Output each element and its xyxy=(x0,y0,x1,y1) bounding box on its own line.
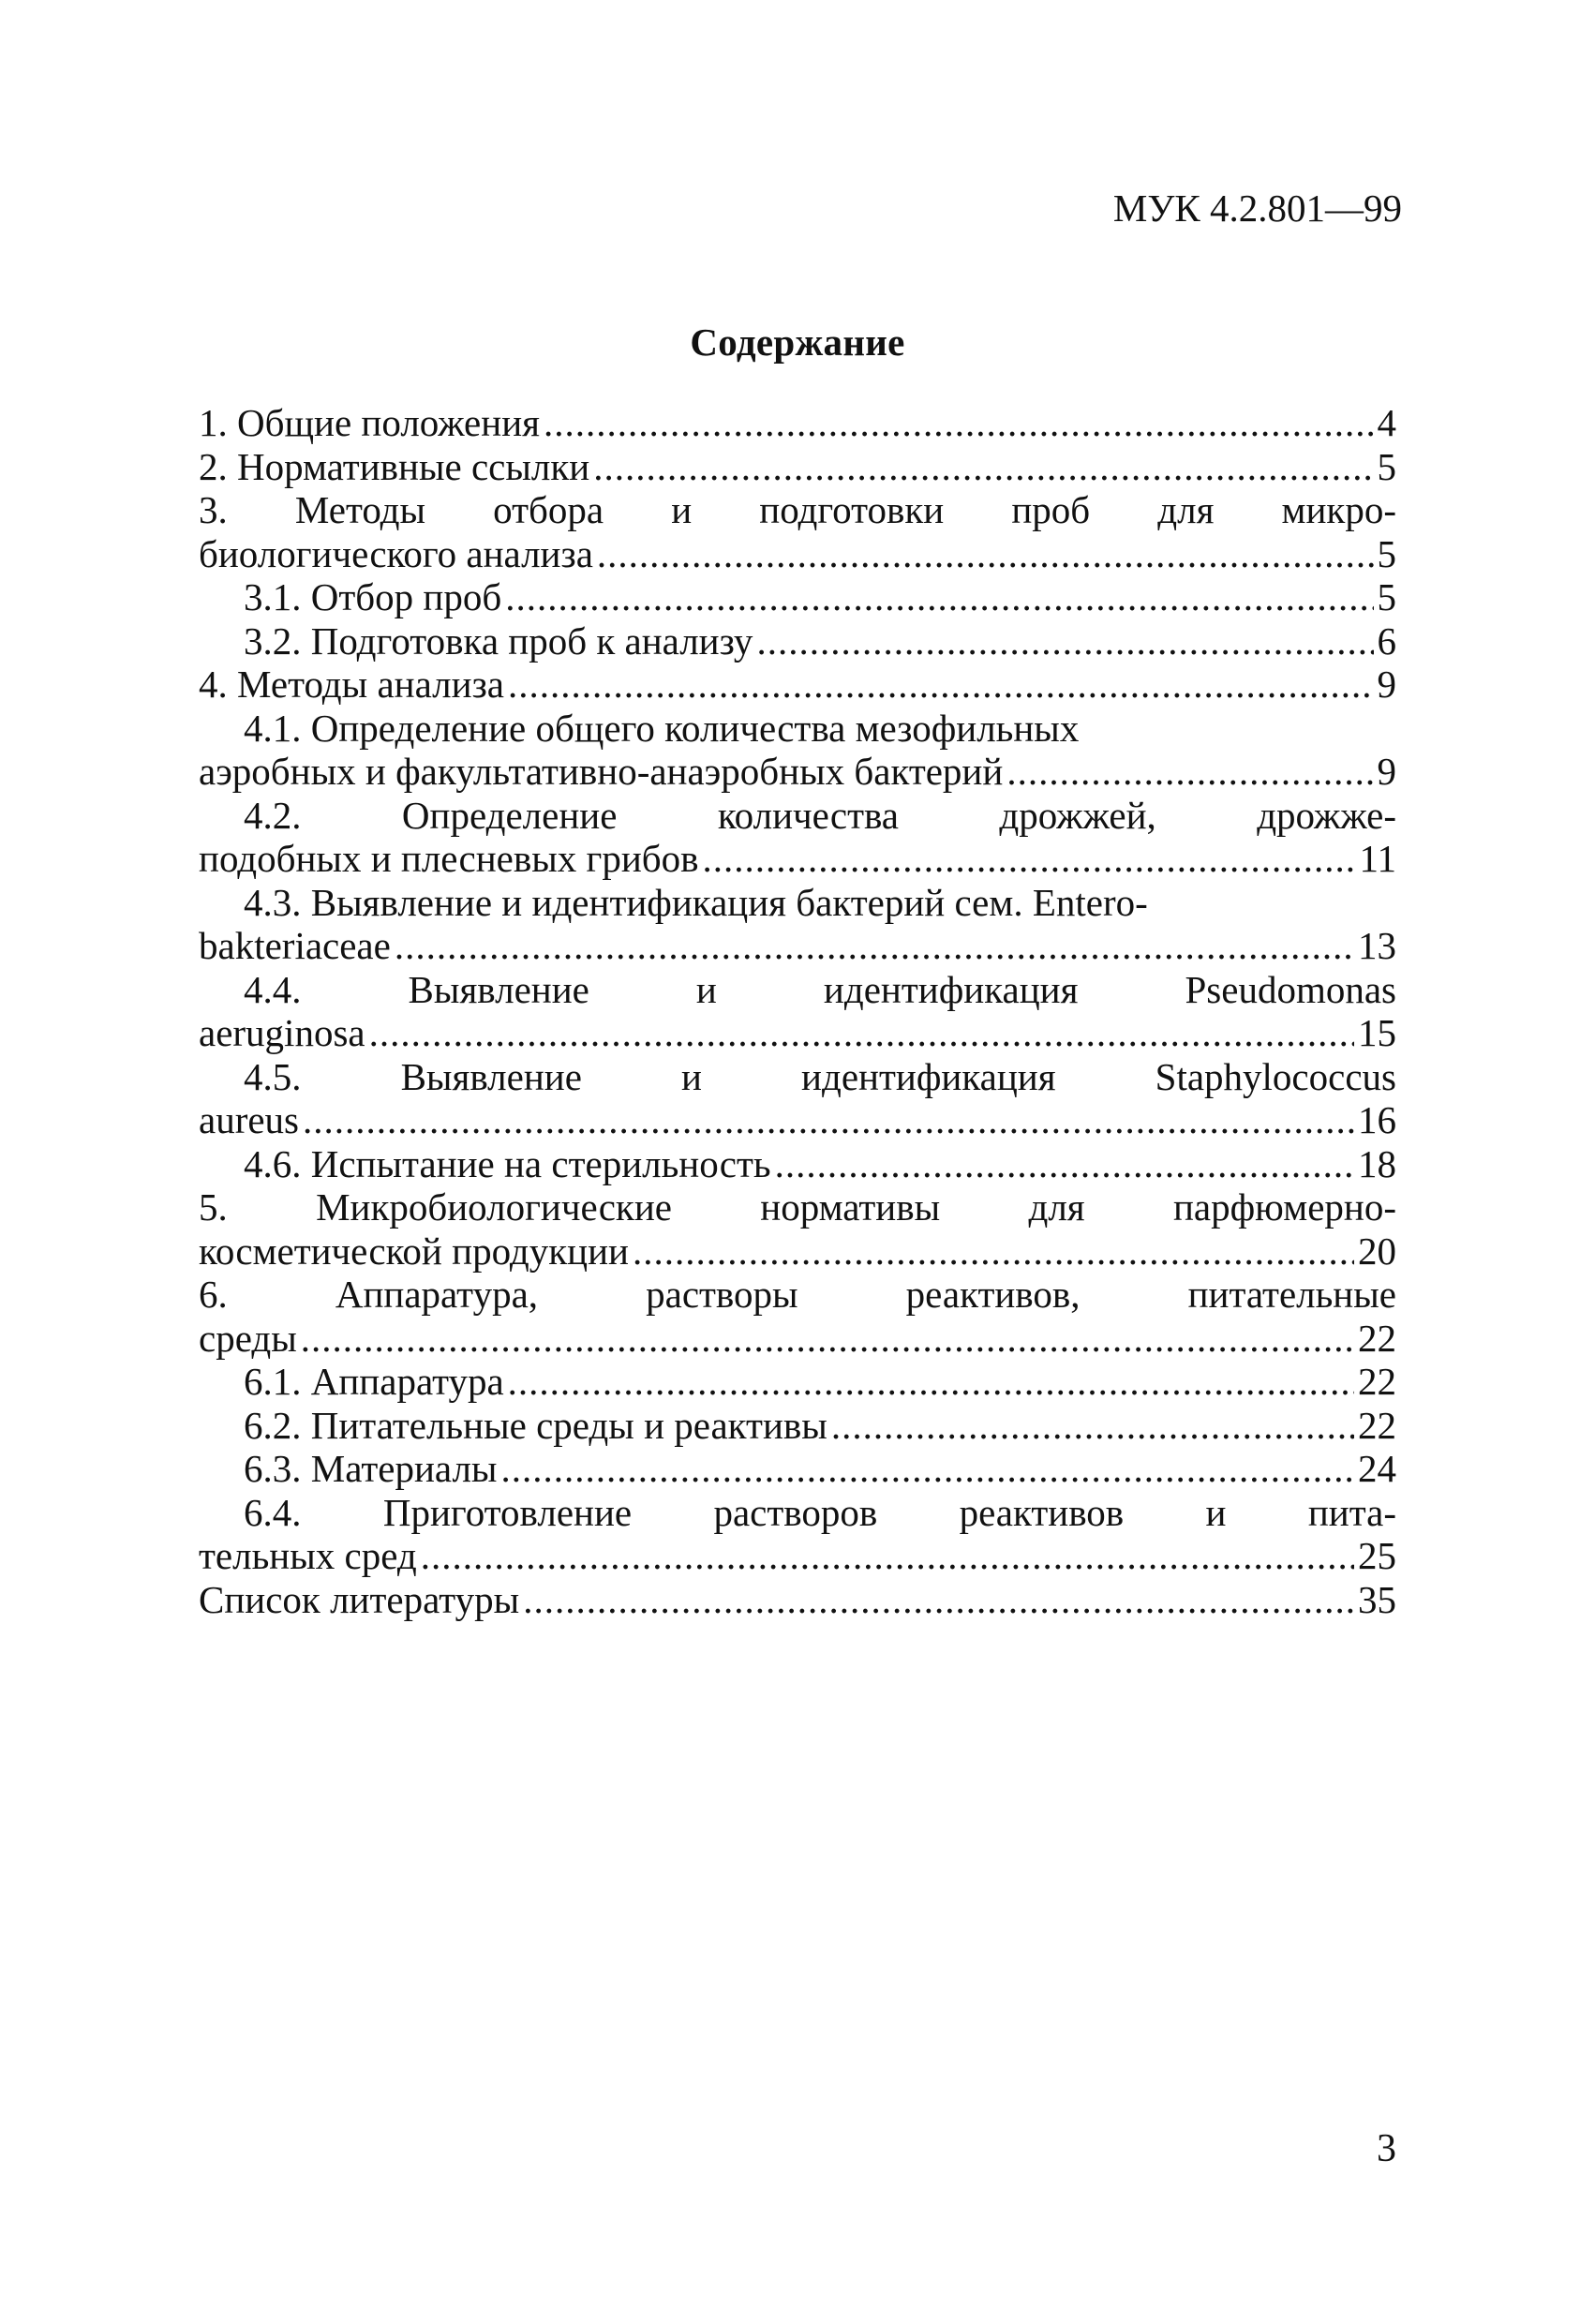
toc-entry-first-line[interactable] xyxy=(199,1185,1396,1229)
toc-entry-title: 3.1. Отбор проб xyxy=(244,575,502,618)
toc-entry-title-line1: 3. Методы отбора и подготовки проб для микро- xyxy=(199,488,1396,531)
toc-leader xyxy=(1006,750,1373,794)
toc-leader xyxy=(593,445,1373,489)
toc-entry-first-line[interactable] xyxy=(199,968,1396,1012)
toc-entry[interactable] xyxy=(199,1578,1396,1622)
toc-entry-page: 6 xyxy=(1377,618,1396,663)
toc-entry[interactable] xyxy=(199,1317,1396,1361)
page-number: 3 xyxy=(1377,2127,1396,2170)
toc-leader xyxy=(544,401,1374,445)
toc-entry-first-line[interactable] xyxy=(199,1491,1396,1535)
toc-entry-title: подобных и плесневых грибов xyxy=(199,837,699,880)
toc-entry-title: косметической продукции xyxy=(199,1229,629,1273)
toc-entry[interactable] xyxy=(199,1447,1396,1491)
toc-leader xyxy=(597,532,1374,576)
toc-entry[interactable] xyxy=(199,924,1396,968)
toc-entry-title-line1: 6.4. Приготовление растворов реактивов и пита- xyxy=(244,1490,1396,1534)
toc-entry-first-line[interactable] xyxy=(199,488,1396,532)
toc-leader xyxy=(508,1360,1354,1404)
toc-entry[interactable] xyxy=(199,1229,1396,1274)
toc-entry-first-line[interactable] xyxy=(199,1273,1396,1317)
toc-entry-page: 13 xyxy=(1358,924,1396,967)
toc-entry-title: bakteriaceae xyxy=(199,924,391,967)
toc-entry-title-line1: 6. Аппаратура, растворы реактивов, питательные xyxy=(199,1273,1396,1316)
toc-entry-title: 6.2. Питательные среды и реактивы xyxy=(244,1403,827,1447)
toc-leader xyxy=(508,663,1374,707)
toc-leader xyxy=(369,1011,1354,1055)
toc-entry[interactable] xyxy=(199,1098,1396,1142)
toc-entry-page: 20 xyxy=(1358,1229,1396,1273)
toc-leader xyxy=(395,924,1354,968)
toc-entry-title: 1. Общие положения xyxy=(199,401,540,444)
toc-entry-title-line1: 4.3. Выявление и идентификация бактерий сем. Entero- xyxy=(244,880,1148,924)
toc-title: Содержание xyxy=(690,320,905,364)
toc-leader xyxy=(831,1404,1354,1448)
toc-entry-title: 4. Методы анализа xyxy=(199,663,504,706)
toc-entry[interactable] xyxy=(199,837,1396,881)
toc-leader xyxy=(703,837,1356,881)
toc-entry-title: среды xyxy=(199,1316,297,1360)
toc-entry-title-line1: 4.4. Выявление и идентификация Pseudomonas xyxy=(244,967,1396,1011)
toc-entry-page: 22 xyxy=(1358,1360,1396,1403)
toc-entry-page: 18 xyxy=(1358,1141,1396,1185)
toc-entry-title-line1: 4.1. Определение общего количества мезофильных xyxy=(244,706,1080,750)
toc-entry-title: 3.2. Подготовка проб к анализу xyxy=(244,618,753,663)
toc-entry-page: 15 xyxy=(1358,1011,1396,1054)
toc-leader xyxy=(500,1447,1354,1491)
toc-entry-title: 4.6. Испытание на стерильность xyxy=(244,1141,771,1185)
toc-entry[interactable] xyxy=(199,1142,1396,1186)
toc-entry-page: 22 xyxy=(1358,1316,1396,1360)
toc-entry-page: 5 xyxy=(1377,575,1396,618)
toc-entry-page: 4 xyxy=(1377,401,1396,444)
toc-entry-page: 11 xyxy=(1359,837,1396,880)
toc-leader xyxy=(505,575,1373,619)
toc-entry[interactable] xyxy=(199,445,1396,489)
toc-entry-title-line1: 4.2. Определение количества дрожжей, дрожже- xyxy=(244,793,1396,837)
toc-leader xyxy=(301,1317,1354,1361)
toc-entry-page: 5 xyxy=(1377,531,1396,575)
toc-entry-page: 9 xyxy=(1377,663,1396,706)
toc-leader xyxy=(775,1142,1354,1186)
toc-entry-page: 35 xyxy=(1358,1577,1396,1621)
toc-entry[interactable] xyxy=(199,663,1396,707)
toc-entry-title-line1: 4.5. Выявление и идентификация Staphylococcus xyxy=(244,1054,1396,1098)
toc-entry-page: 5 xyxy=(1377,444,1396,488)
toc-entry[interactable] xyxy=(199,1404,1396,1448)
toc-entry-title: биологического анализа xyxy=(199,531,593,575)
document-code: МУК 4.2.801—99 xyxy=(1112,186,1402,230)
toc-leader xyxy=(421,1534,1354,1578)
toc-entry-page: 22 xyxy=(1358,1403,1396,1447)
toc-entry-title: 6.1. Аппаратура xyxy=(244,1360,504,1403)
toc-entry[interactable] xyxy=(199,532,1396,576)
toc-entry[interactable] xyxy=(199,1360,1396,1404)
toc-entry-page: 24 xyxy=(1358,1447,1396,1490)
toc-leader xyxy=(303,1098,1354,1142)
toc-leader xyxy=(756,619,1373,663)
toc-entry-page: 25 xyxy=(1358,1534,1396,1577)
toc-entry-page: 9 xyxy=(1377,750,1396,793)
toc-entry-title: тельных сред xyxy=(199,1534,417,1577)
toc-entry-first-line[interactable] xyxy=(199,707,1396,751)
toc-entry-title: 6.3. Материалы xyxy=(244,1447,498,1490)
toc-entry-title: aureus xyxy=(199,1098,300,1141)
toc-entry[interactable] xyxy=(199,401,1396,445)
toc-entry-title: aeruginosa xyxy=(199,1011,365,1054)
toc-leader xyxy=(523,1578,1354,1622)
toc-entry-page: 16 xyxy=(1358,1098,1396,1141)
toc-leader xyxy=(633,1229,1354,1274)
toc-entry[interactable] xyxy=(199,575,1396,619)
toc-entry[interactable] xyxy=(199,750,1396,794)
toc-entry-first-line[interactable] xyxy=(199,1055,1396,1099)
toc-entry[interactable] xyxy=(199,1534,1396,1578)
toc-entry-title: аэробных и факультативно-анаэробных бактерий xyxy=(199,750,1004,793)
toc-entry[interactable] xyxy=(199,619,1396,663)
toc-entry-title: 2. Нормативные ссылки xyxy=(199,444,590,488)
toc-entry-first-line[interactable] xyxy=(199,794,1396,838)
toc-entry-title-line1: 5. Микробиологические нормативы для парфюмерно- xyxy=(199,1185,1396,1229)
toc-entry-title: Список литературы xyxy=(199,1577,520,1621)
toc-entry-first-line[interactable] xyxy=(199,881,1396,925)
toc-entry[interactable] xyxy=(199,1011,1396,1055)
table-of-contents xyxy=(199,401,1396,1621)
